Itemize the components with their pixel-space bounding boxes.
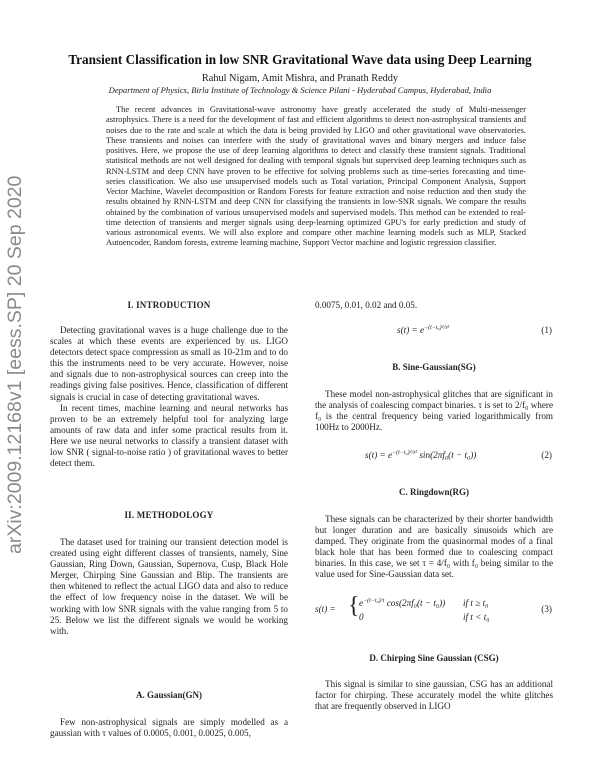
arxiv-stamp: arXiv:2009.12168v1 [eess.SP] 20 Sep 2020 — [4, 175, 26, 555]
abstract: The recent advances in Gravitational-wave astronomy have greatly accelerated the study of Multi-messenger astrophysics. There is a need for the development of fast and efficient algorithms to detect non-astrophysical transients and noises due to the rate and scale at which the data is being provided by LIGO and other gravitational wave observatories. These transients and noises can interfere with the study of gravitational waves and binary mergers and induce false positives. Here, we propose the use of deep learning algorithms to detect and classify these transient signals. Traditional statistical methods are not well designed for dealing with temporal signals but supervised deep learning techniques such as RNN-LSTM and deep CNN have proven to be effective for solving problems such as time-series forecasting and time-series classification. We also use unsupervised models such as Total variation, Principal Component Analysis, Support Vector Machine, Wavelet decomposition or Random Forests for feature extraction and noise reduction and then study the results obtained by RNN-LSTM and deep CNN for classifying the transients in low-SNR signals. We compare the results obtained by the combination of various unsupervised models and supervised models. This method can be extended to real-time detection of transients and merger signals using deep-learning optimized GPU's for early prediction and study of various astronomical events. We will also explore and compare other machine learning models such as MLP, Stacked Autoencoder, Random forests, extreme learning machine, Support Vector machine and logistic regression classifier. — [106, 104, 526, 248]
equation-condition: if t ≥ t₀ — [463, 598, 489, 608]
equation-number: (2) — [541, 450, 552, 460]
equation-tail: cos(2πf₀(t − t₀)) — [384, 598, 446, 609]
paragraph: Few non-astrophysical signals are simply modelled as a gaussian with τ values of 0.0005, 0.001, 0.0025, 0.005, — [50, 717, 288, 739]
equation-tail: sin(2πf₀(t − t₀)) — [417, 450, 477, 461]
equation-case: 0 — [359, 612, 364, 622]
paragraph: This signal is similar to sine gaussian, CSG has an additional factor for chirping. These accurately model the white glitches that are frequently observed in LIGO — [315, 679, 553, 712]
equation-2 — [315, 450, 552, 476]
equation-body: s(t) = e — [397, 325, 425, 336]
continued-text — [315, 300, 553, 311]
affiliation: Department of Physics, Birla Institute of Technology & Science Pilani - Hyderabad Campus, Hyderabad, India — [108, 85, 492, 95]
section-heading-introduction: I. INTRODUCTION — [127, 300, 211, 310]
equation-condition: if t < t₀ — [463, 612, 490, 622]
sine-gaussian-text — [315, 389, 553, 433]
text-line: 0.0075, 0.01, 0.02 and 0.05. — [315, 300, 418, 310]
introduction-text — [50, 325, 288, 469]
subsection-heading-sine-gaussian: B. Sine-Gaussian(SG) — [392, 362, 476, 372]
paragraph: Detecting gravitational waves is a huge challenge due to the scales at which these events are experienced by us. LIGO detectors detect space compression as small as 10-21m and to do this the instruments need to be very accurate. However, noise and signals due to non-astrophysical sources can creep into the readings giving false positives. Hence, classification of different signals is crucial in case of detecting gravitational waves. — [50, 325, 288, 402]
equation-number: (3) — [541, 604, 552, 614]
section-heading-methodology: II. METHODOLOGY — [124, 510, 214, 520]
equation-1 — [315, 325, 552, 351]
equation-number: (1) — [541, 325, 552, 335]
ringdown-text — [315, 514, 553, 581]
equation-exponent: −(t−t₀)/τ — [363, 598, 385, 604]
paragraph: In recent times, machine learning and neural networks has proven to be an extremely helpful tool for analyzing large amounts of raw data and infer some practical results from it. Here we use neural networks to classify a transient dataset with low SNR ( signal-to-noise ratio ) of gravitational waves to better detect them. — [50, 402, 288, 469]
authors: Rahul Nigam, Amit Mishra, and Pranath Reddy — [201, 73, 399, 84]
equation-exponent: −(t−t₀)²/τ² — [424, 325, 450, 331]
methodology-text — [50, 537, 288, 637]
chirping-sine-gaussian-text — [315, 679, 553, 712]
equation-exponent: −(t−t₀)²/τ² — [392, 450, 418, 456]
subsection-heading-gaussian: A. Gaussian(GN) — [135, 690, 202, 700]
paragraph: The dataset used for training our transient detection model is created using eight different classes of transients, namely, Sine Gaussian, Ring Down, Gaussian, Supernova, Cusp, Black Hole Merger, Chirping Sine Gaussian and Blip. The transients are then whitened to reflect the actual LIGO data and also to reduce the effect of low frequency noise in the dataset. We will be working with low SNR signals with the value ranging from 5 to 25. Below we list the different signals we would be working with. — [50, 537, 288, 636]
paragraph: These model non-astrophysical glitches that are significant in the analysis of coalescing compact binaries. τ is set to 2/f₀ where f₀ is the central frequency being varied logarithmically from 100Hz to 2000Hz. — [315, 389, 553, 433]
brace-symbol: { — [348, 593, 360, 619]
equation-3 — [315, 593, 552, 628]
equation-lhs: s(t) = — [315, 604, 336, 614]
gaussian-text — [50, 717, 288, 739]
equation-case: e — [359, 598, 364, 609]
subsection-heading-ringdown: C. Ringdown(RG) — [398, 487, 469, 497]
equation-body: s(t) = e — [365, 450, 393, 461]
paragraph: These signals can be characterized by their shorter bandwidth but longer duration and are basically sinusoids which are damped. They originate from the quasinormal modes of a final black hole that has been formed due to coalescing compact binaries. In this case, we set τ = 4/f₀ with f₀ being similar to the value used for Sine-Gaussian data set. — [315, 514, 553, 580]
paper-title: Transient Classification in low SNR Gravitational Wave data using Deep Learning — [68, 52, 532, 67]
subsection-heading-chirping-sine-gaussian: D. Chirping Sine Gaussian (CSG) — [369, 653, 499, 663]
